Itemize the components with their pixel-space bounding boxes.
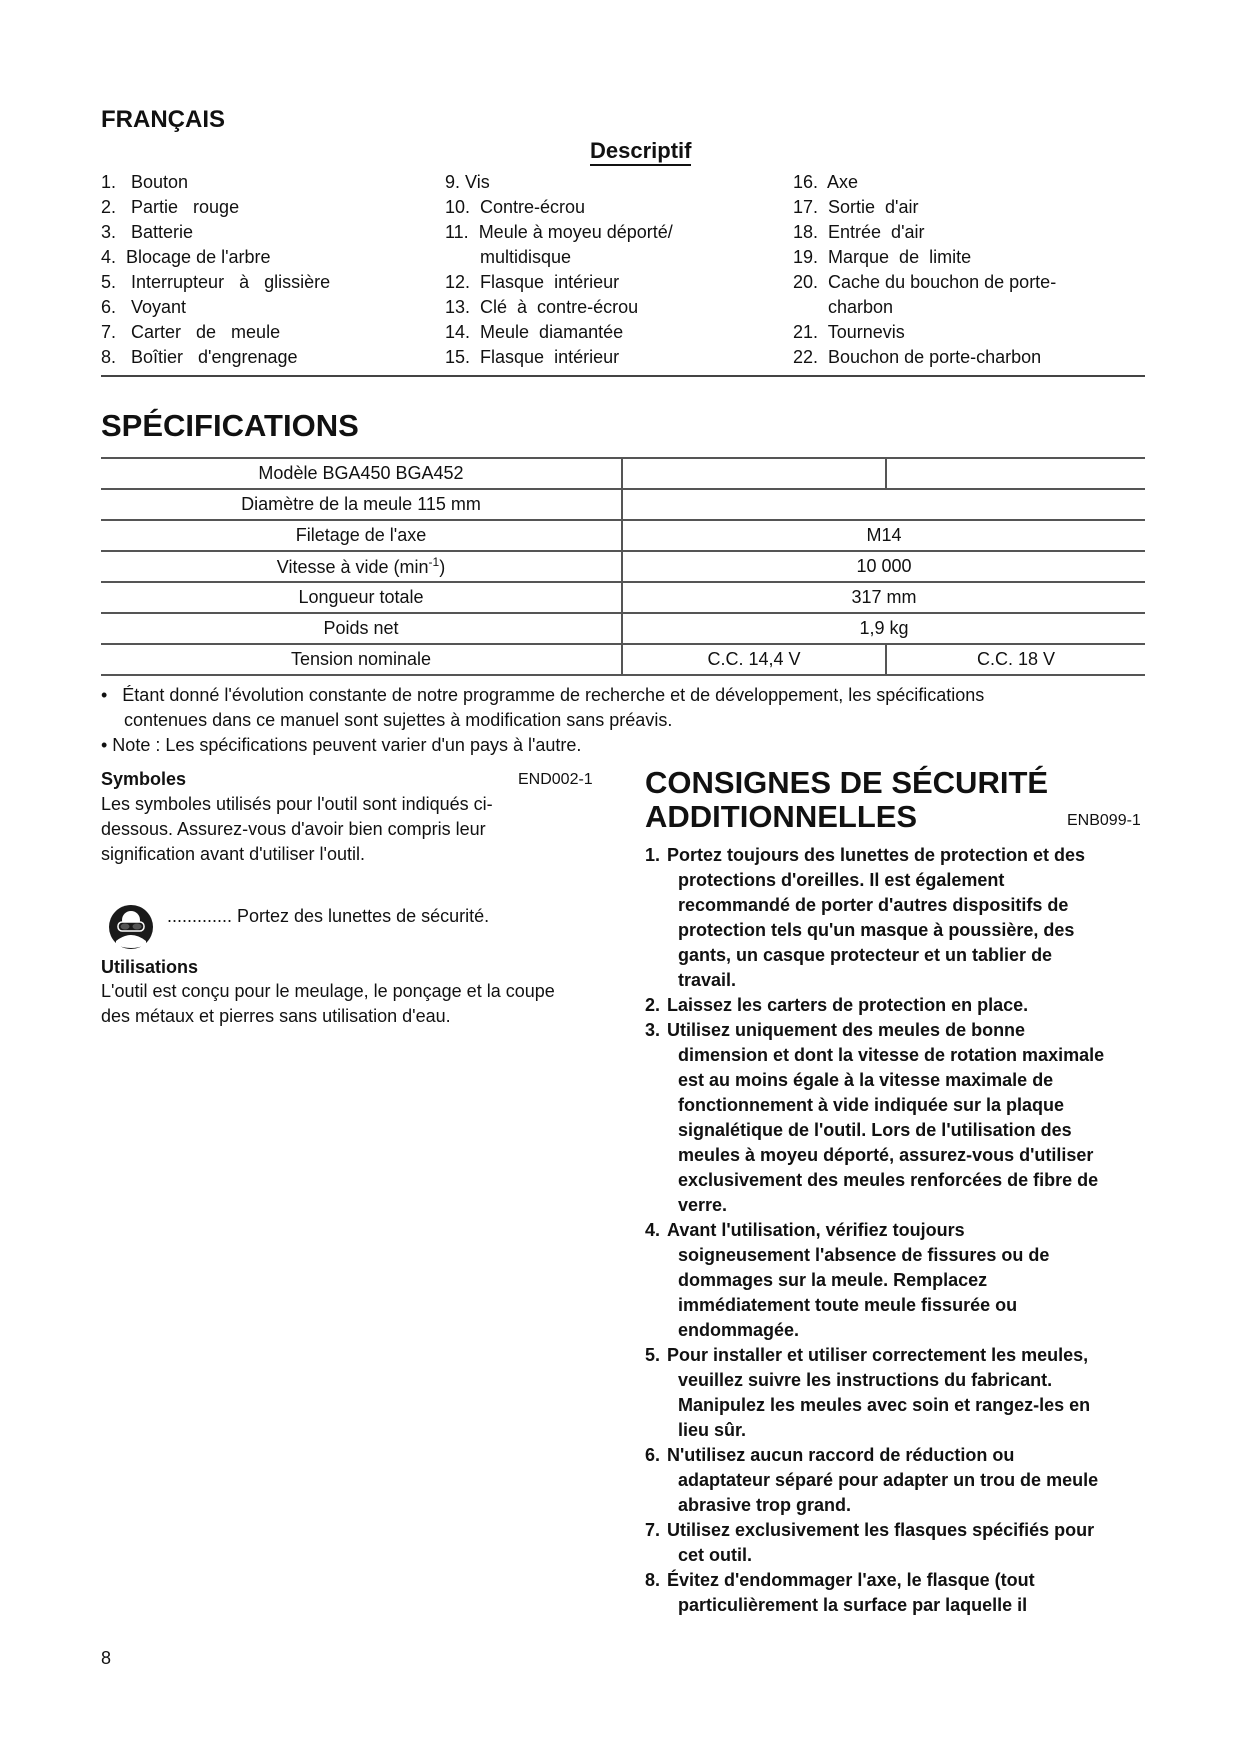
consignes-title-line: ADDITIONNELLES xyxy=(645,799,918,834)
text-line: soigneusement l'absence de fissures ou de xyxy=(678,1245,1050,1265)
safety-list xyxy=(645,843,1145,1618)
spec-label-text: ) xyxy=(439,557,446,577)
text-line: est au moins égale à la vitesse maximale de xyxy=(678,1070,1054,1090)
descriptif-item: 22. Bouchon de porte-charbon xyxy=(793,347,1042,367)
consignes-title-line: CONSIGNES DE SÉCURITÉ xyxy=(645,765,1049,800)
item-number: 3. xyxy=(645,1020,661,1040)
text-line: lieu sûr. xyxy=(678,1420,747,1440)
text-line: dimension et dont la vitesse de rotation maximale xyxy=(678,1045,1105,1065)
text-line: abrasive trop grand. xyxy=(678,1495,852,1515)
spec-value xyxy=(886,458,1145,489)
spec-value xyxy=(622,458,886,489)
text-line: dommages sur la meule. Remplacez xyxy=(678,1270,988,1290)
descriptif-item: 19. Marque de limite xyxy=(793,247,972,267)
page-number: 8 xyxy=(101,1648,112,1668)
section-divider xyxy=(101,375,1145,377)
list-item xyxy=(645,1343,1145,1443)
spec-label-text: Vitesse à vide (min xyxy=(276,557,429,577)
list-item xyxy=(645,843,1145,993)
text-line: Utilisez uniquement des meules de bonne xyxy=(667,1020,1026,1040)
text-line: particulièrement la surface par laquelle il xyxy=(678,1595,1028,1615)
descriptif-item: 12. Flasque intérieur xyxy=(445,272,620,292)
item-text xyxy=(667,1568,1145,1618)
item-text xyxy=(667,1018,1145,1218)
spec-value xyxy=(622,489,1145,520)
descriptif-column-3 xyxy=(793,170,1056,370)
spec-value: C.C. 18 V xyxy=(886,644,1145,675)
symboles-text xyxy=(101,792,611,867)
text-line: gants, un casque protecteur et un tablier de xyxy=(678,945,1053,965)
goggles-text: ............. Portez des lunettes de sécurité. xyxy=(167,906,490,926)
descriptif-item: 11. Meule à moyeu déporté/ xyxy=(445,222,673,242)
descriptif-item: charbon xyxy=(793,297,894,317)
text-line: veuillez suivre les instructions du fabricant. xyxy=(678,1370,1053,1390)
text-line: immédiatement toute meule fissurée ou xyxy=(678,1295,1018,1315)
spec-value: C.C. 14,4 V xyxy=(622,644,886,675)
item-text xyxy=(667,1443,1145,1518)
utilisations-text xyxy=(101,979,611,1029)
utilisations-title: Utilisations xyxy=(101,957,199,977)
item-text xyxy=(667,843,1145,993)
item-text xyxy=(667,1343,1145,1443)
spec-label: Poids net xyxy=(101,613,622,644)
spec-label: Tension nominale xyxy=(101,644,622,675)
spec-note-2: • Note : Les spécifications peuvent varier d'un pays à l'autre. xyxy=(101,735,582,755)
text-line: des métaux et pierres sans utilisation d'eau. xyxy=(101,1006,451,1026)
descriptif-item: 7. Carter de meule xyxy=(101,322,281,342)
consignes-title xyxy=(645,766,1048,834)
descriptif-item: 8. Boîtier d'engrenage xyxy=(101,347,298,367)
item-number: 1. xyxy=(645,845,661,865)
text-line: verre. xyxy=(678,1195,728,1215)
item-number: 2. xyxy=(645,995,661,1015)
spec-label: Diamètre de la meule 115 mm xyxy=(101,489,622,520)
descriptif-item: 1. Bouton xyxy=(101,172,189,192)
text-line: Portez toujours des lunettes de protection et des xyxy=(667,845,1086,865)
descriptif-item: 4. Blocage de l'arbre xyxy=(101,247,271,267)
descriptif-item: 9. Vis xyxy=(445,172,490,192)
text-line: Évitez d'endommager l'axe, le flasque (tout xyxy=(667,1570,1035,1590)
text-line: cet outil. xyxy=(678,1545,753,1565)
spec-value: 317 mm xyxy=(622,582,1145,613)
descriptif-item: 5. Interrupteur à glissière xyxy=(101,272,331,292)
spec-label-superscript: -1 xyxy=(428,555,440,569)
item-text xyxy=(667,993,1145,1018)
spec-value: 10 000 xyxy=(622,551,1145,582)
item-number: 4. xyxy=(645,1220,661,1240)
text-line: protections d'oreilles. Il est également xyxy=(678,870,1005,890)
spec-label: Longueur totale xyxy=(101,582,622,613)
specifications-title: SPÉCIFICATIONS xyxy=(101,408,359,443)
table-row xyxy=(101,489,1145,520)
item-text xyxy=(667,1218,1145,1343)
text-line: N'utilisez aucun raccord de réduction ou xyxy=(667,1445,1015,1465)
text-line: L'outil est conçu pour le meulage, le ponçage et la coupe xyxy=(101,981,555,1001)
text-line: Pour installer et utiliser correctement les meules, xyxy=(667,1345,1089,1365)
spec-label xyxy=(101,551,622,582)
descriptif-item: 17. Sortie d'air xyxy=(793,197,919,217)
text-line: fonctionnement à vide indiquée sur la plaque xyxy=(678,1095,1065,1115)
text-line: Avant l'utilisation, vérifiez toujours xyxy=(667,1220,965,1240)
text-line: dessous. Assurez-vous d'avoir bien compris leur xyxy=(101,819,486,839)
item-text xyxy=(667,1518,1145,1568)
descriptif-item: 18. Entrée d'air xyxy=(793,222,925,242)
text-line: endommagée. xyxy=(678,1320,800,1340)
text-line: adaptateur séparé pour adapter un trou de meule xyxy=(678,1470,1099,1490)
descriptif-column-1 xyxy=(101,170,330,370)
text-line: Laissez les carters de protection en place. xyxy=(667,995,1029,1015)
descriptif-item: 15. Flasque intérieur xyxy=(445,347,620,367)
table-row xyxy=(101,458,1145,489)
text-line: Manipulez les meules avec soin et rangez-les en xyxy=(678,1395,1091,1415)
item-number: 8. xyxy=(645,1570,661,1590)
descriptif-column-2 xyxy=(445,170,673,370)
safety-goggles-icon xyxy=(107,903,155,951)
descriptif-item: multidisque xyxy=(445,247,572,267)
list-item xyxy=(645,1018,1145,1218)
spec-note-1: • Étant donné l'évolution constante de notre programme de recherche et de développement, les spécifications xyxy=(101,685,985,705)
descriptif-item: 20. Cache du bouchon de porte- xyxy=(793,272,1057,292)
text-line: travail. xyxy=(678,970,737,990)
text-line: Utilisez exclusivement les flasques spécifiés pour xyxy=(667,1520,1095,1540)
table-row xyxy=(101,582,1145,613)
table-row xyxy=(101,644,1145,675)
symboles-title: Symboles xyxy=(101,769,187,789)
specifications-table xyxy=(101,457,1145,676)
item-number: 6. xyxy=(645,1445,661,1465)
text-line: signalétique de l'outil. Lors de l'utilisation des xyxy=(678,1120,1072,1140)
text-line: protection tels qu'un masque à poussière, des xyxy=(678,920,1075,940)
descriptif-item: 16. Axe xyxy=(793,172,859,192)
list-item xyxy=(645,1443,1145,1518)
descriptif-item: 21. Tournevis xyxy=(793,322,905,342)
descriptif-item: 6. Voyant xyxy=(101,297,187,317)
descriptif-item: 13. Clé à contre-écrou xyxy=(445,297,639,317)
descriptif-item: 3. Batterie xyxy=(101,222,194,242)
text-line: exclusivement des meules renforcées de fibre de xyxy=(678,1170,1099,1190)
language-heading: FRANÇAIS xyxy=(101,106,225,133)
descriptif-title: Descriptif xyxy=(590,138,691,166)
descriptif-item: 2. Partie rouge xyxy=(101,197,240,217)
list-item xyxy=(645,993,1145,1018)
consignes-code: ENB099-1 xyxy=(1067,812,1141,829)
item-number: 7. xyxy=(645,1520,661,1540)
item-number: 5. xyxy=(645,1345,661,1365)
spec-label: Modèle BGA450 BGA452 xyxy=(101,458,622,489)
table-row xyxy=(101,520,1145,551)
spec-label: Filetage de l'axe xyxy=(101,520,622,551)
text-line: Les symboles utilisés pour l'outil sont indiqués ci- xyxy=(101,794,493,814)
descriptif-item: 10. Contre-écrou xyxy=(445,197,586,217)
text-line: meules à moyeu déporté, assurez-vous d'utiliser xyxy=(678,1145,1094,1165)
text-line: recommandé de porter d'autres dispositifs de xyxy=(678,895,1069,915)
table-row xyxy=(101,613,1145,644)
symboles-code: END002-1 xyxy=(518,771,593,788)
list-item xyxy=(645,1568,1145,1618)
list-item xyxy=(645,1218,1145,1343)
list-item xyxy=(645,1518,1145,1568)
text-line: signification avant d'utiliser l'outil. xyxy=(101,844,366,864)
descriptif-item: 14. Meule diamantée xyxy=(445,322,624,342)
table-row xyxy=(101,551,1145,582)
spec-value: M14 xyxy=(622,520,1145,551)
spec-value: 1,9 kg xyxy=(622,613,1145,644)
spec-note-1-continued: contenues dans ce manuel sont sujettes à modification sans préavis. xyxy=(124,710,673,730)
